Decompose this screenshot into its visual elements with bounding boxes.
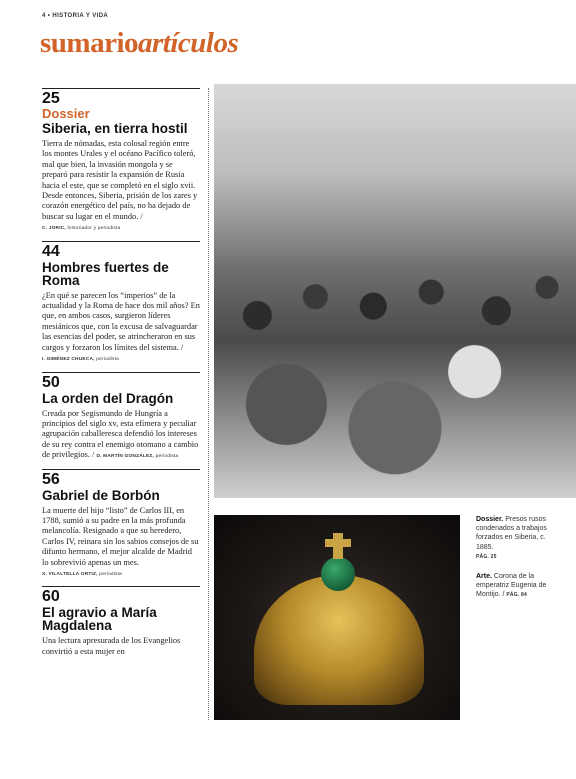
article-page-number: 44 <box>42 242 60 260</box>
article-entry-50[interactable] <box>42 372 200 463</box>
article-title[interactable]: Siberia, en tierra hostil <box>42 121 188 136</box>
running-head: 4 • HISTORIA Y VIDA <box>42 13 109 19</box>
article-entry-25[interactable] <box>42 88 200 235</box>
section-title <box>40 27 238 59</box>
section-title-part2: artículos <box>138 27 239 59</box>
article-summary: Creada por Segismundo de Hungría a principios del siglo xv, esta efímera y peculiar agrupación caballeresca defendió los intereses de su rey contra el enemigo otomano a cambio de privilegios. / D. MARTÍN GONZÁLEZ, periodista <box>42 408 199 460</box>
crown-shape <box>254 575 424 705</box>
article-entry-56[interactable] <box>42 469 200 581</box>
article-summary: Una lectura apresurada de los Evangelios convirtió a esta mujer en <box>42 636 181 656</box>
article-summary: ¿En qué se parecen los “imperios” de la actualidad y la Roma de hace dos mil años? En que, en ambos casos, surgieron líderes mesiánicos que, con la excusa de salvaguardar las esencias del poder, se atrincheraron en sus cargos y forzaron los límites del sistema. / I. GIMÉNEZ CHUECA, periodista <box>42 290 200 363</box>
crown-cross-bar-shape <box>325 539 351 547</box>
article-title[interactable]: Hombres fuertes de Roma <box>42 259 169 288</box>
article-entry-60[interactable] <box>42 586 200 657</box>
article-page-number: 50 <box>42 373 60 391</box>
prisoners-crowd-shape <box>214 264 576 498</box>
article-summary: La muerte del hijo “listo” de Carlos III, en 1788, sumió a su padre en la más profunda melancolía. Resignado a que su heredero, Carlos IV, reinara sin los sabios consejos de su difunto hermano, el mejor alcalde de Madrid lo sobrevivió apenas un mes. X. VILALTELLA ORTIZ, periodista <box>42 505 199 577</box>
article-author: I. GIMÉNEZ CHUECA, periodista <box>42 357 119 363</box>
article-title[interactable]: Gabriel de Borbón <box>42 487 160 503</box>
article-author: D. MARTÍN GONZÁLEZ, periodista <box>96 454 179 460</box>
article-title[interactable]: La orden del Dragón <box>42 390 174 406</box>
article-title[interactable]: El agravio a María Magdalena <box>42 605 157 634</box>
caption-arte: Arte. Corona de la emperatriz Eugenia de Montijo. / PÁG. 84 <box>476 573 547 599</box>
crown-orb-shape <box>321 557 355 591</box>
article-page-number: 25 <box>42 90 60 107</box>
caption-dossier: Dossier. Presos rusos condenados a trabajos forzados en Siberia, c. 1885. PÁG. 25 <box>476 516 547 560</box>
article-summary: Tierra de nómadas, esta colosal región entre los montes Urales y el océano Pacífico toleró, mal que bien, la invasión mongola y se preparó para resistir la expansión de Rusia hacia el este, que se completó en el siglo xvii. Desde entonces, Siberia, prisión de los zares y corazón energético del país, no ha dejado de buscar su lugar en el mundo. / C. JORIC, historiador y periodista <box>42 139 198 232</box>
crown-photo <box>214 515 460 720</box>
article-entry-44[interactable] <box>42 241 200 366</box>
caption-page-ref[interactable]: PÁG. 84 <box>506 592 527 599</box>
article-page-number: 56 <box>42 470 60 488</box>
column-divider <box>208 88 209 720</box>
photo-captions <box>476 515 564 611</box>
siberia-prisoners-photo <box>214 84 576 498</box>
article-author: X. VILALTELLA ORTIZ, periodista <box>42 571 123 577</box>
article-page-number: 60 <box>42 588 60 606</box>
caption-page-ref[interactable]: PÁG. 25 <box>476 553 497 560</box>
article-kicker: Dossier <box>42 106 90 121</box>
section-title-part1: sumario <box>40 27 138 59</box>
articles-column <box>42 88 200 663</box>
article-author: C. JORIC, historiador y periodista <box>42 226 121 232</box>
